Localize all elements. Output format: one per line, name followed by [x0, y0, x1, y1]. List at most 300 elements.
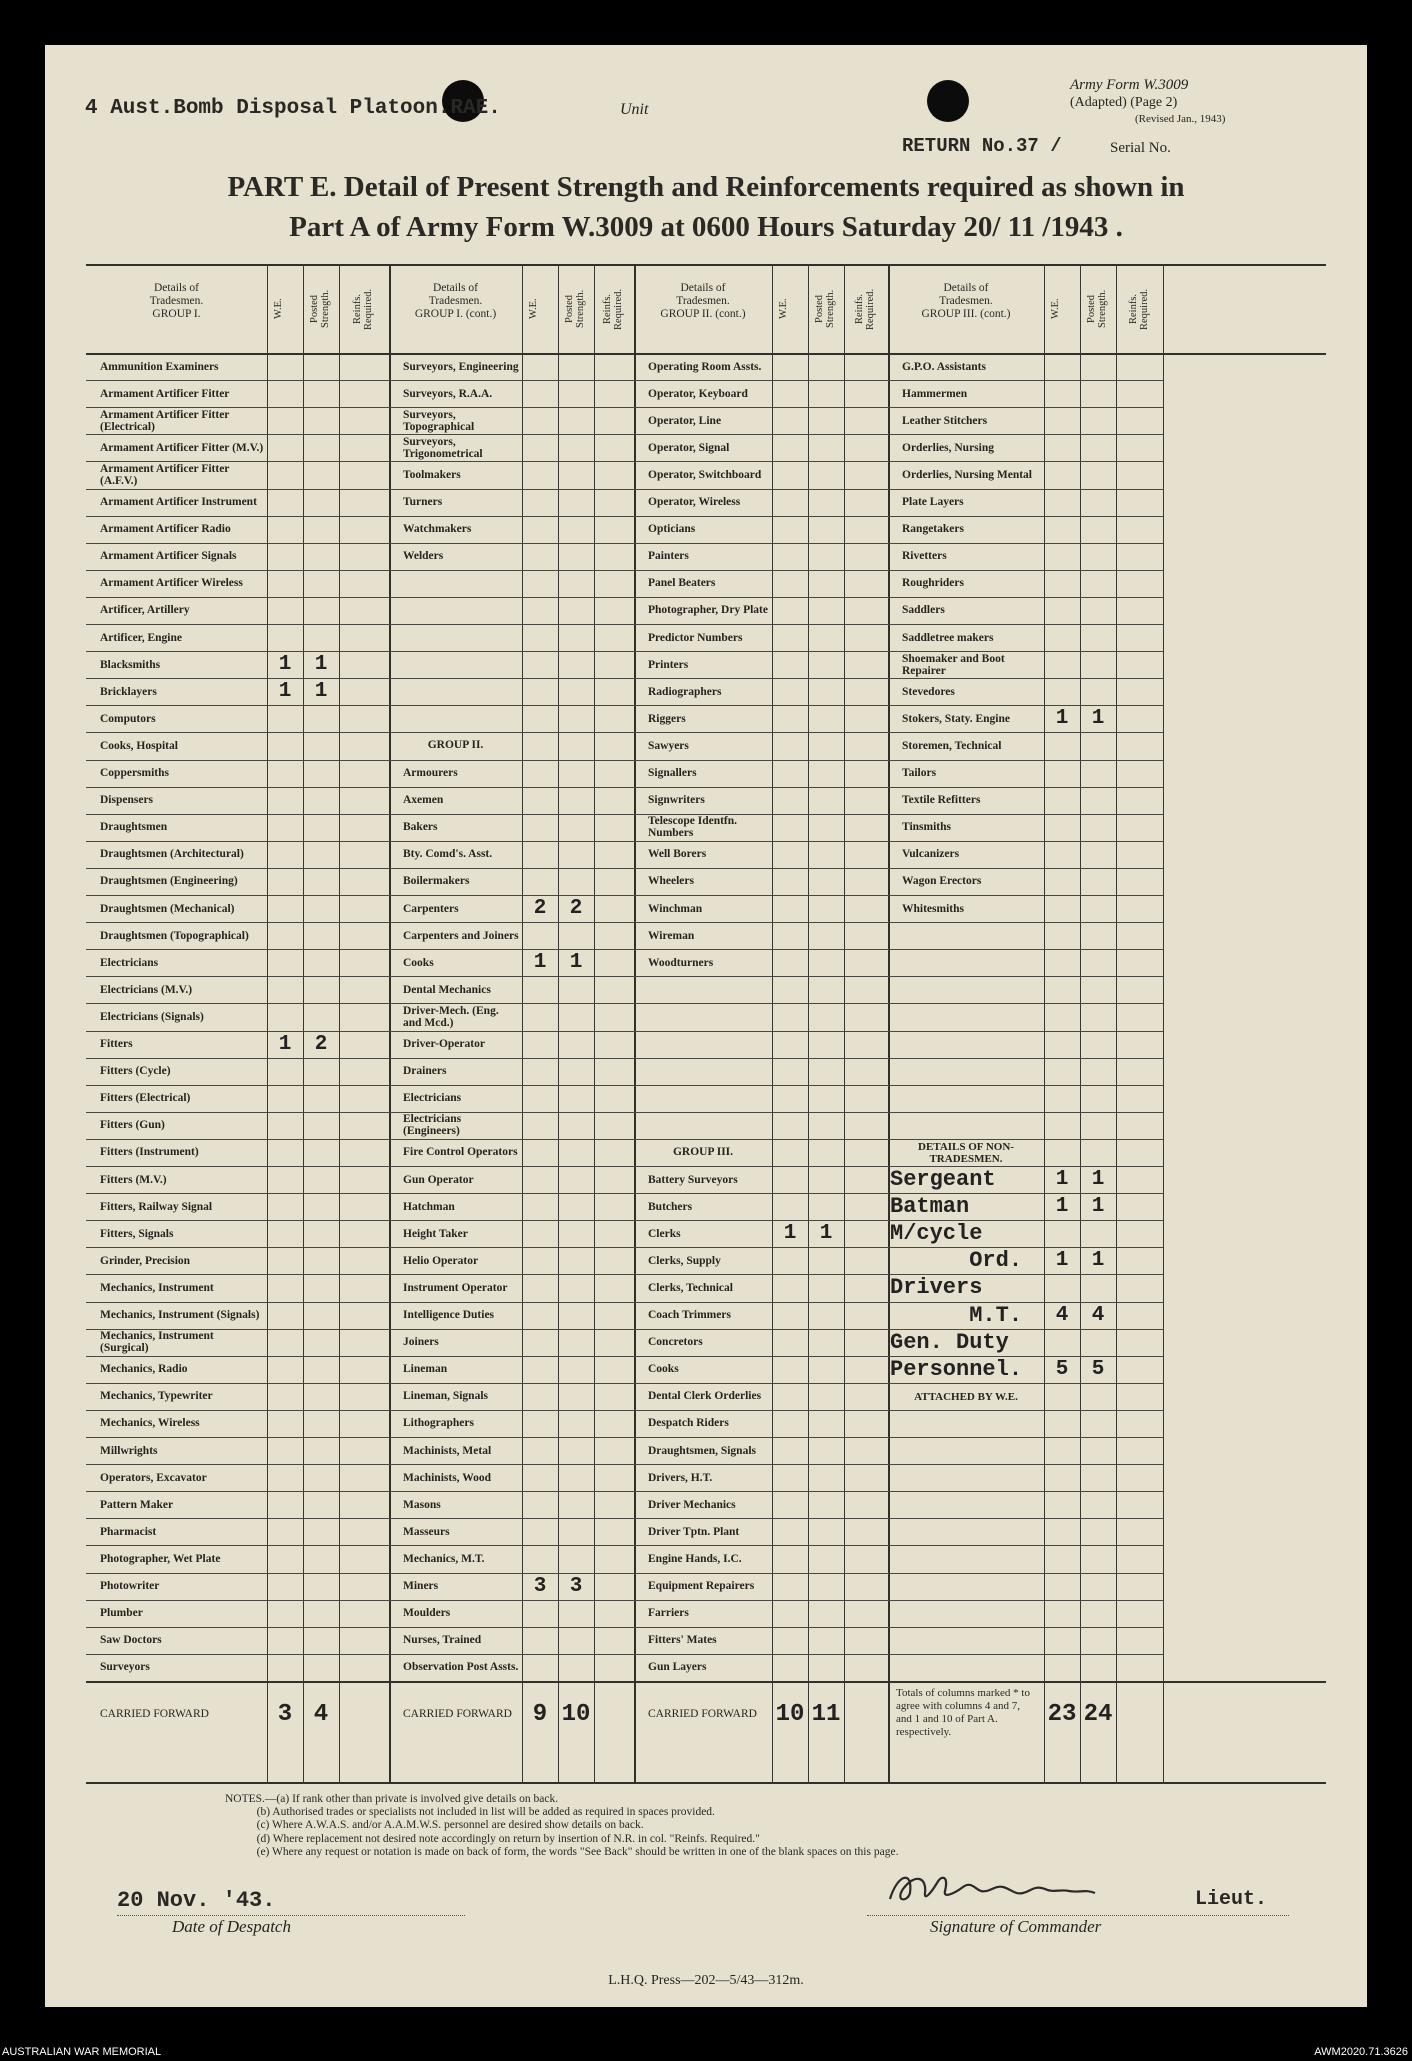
group-label: GROUP III. (cont.)	[921, 308, 1011, 320]
trade-name: Mechanics, Radio	[100, 1363, 188, 1376]
trade-name: Artificer, Artillery	[100, 604, 190, 617]
row-rule	[634, 976, 888, 977]
trade-name: Opticians	[648, 523, 696, 536]
col-header-reinfs: Reinfs. Required.	[352, 288, 374, 330]
trade-name: Wheelers	[648, 875, 694, 888]
col-header-we: W.E.	[778, 298, 789, 320]
we-value: 1	[278, 680, 292, 704]
trade-name: Dental Clerk Orderlies	[648, 1390, 762, 1403]
trade-name: Whitesmiths	[902, 902, 964, 915]
trade-name: Fitters, Signals	[100, 1227, 174, 1240]
trade-name: Armament Artificer Signals	[100, 550, 237, 563]
trade-name: Clerks	[648, 1227, 681, 1240]
trade-name: Signwriters	[648, 794, 705, 807]
column-rule	[1080, 264, 1081, 1784]
col-header-reinfs: Reinfs. Required.	[602, 288, 624, 330]
trade-name: Draughtsmen (Topographical)	[100, 929, 249, 942]
trade-name: Surveyors, R.A.A.	[403, 387, 493, 400]
row-rule	[389, 624, 634, 625]
trade-name: Toolmakers	[403, 468, 461, 481]
block-divider	[389, 264, 391, 1784]
non-tradesman-posted: 1	[1091, 1168, 1105, 1191]
trade-name: Welders	[403, 550, 444, 563]
posted-value: 1	[569, 951, 583, 975]
block-divider	[634, 264, 636, 1784]
col-header-posted: Posted Strength.	[814, 289, 836, 329]
non-tradesman-label: Sergeant	[890, 1167, 996, 1192]
page-title-line2: Part A of Army Form W.3009 at 0600 Hours Saturday 20/ 11 /1943 .	[289, 211, 1123, 243]
archive-reference: AWM2020.71.3626	[1314, 2046, 1408, 2058]
trade-name: Driver Mechanics	[648, 1498, 736, 1511]
row-rule	[888, 1518, 1163, 1519]
posted-value: 3	[569, 1574, 583, 1598]
row-rule	[888, 1410, 1163, 1411]
trade-name: Blacksmiths	[100, 658, 161, 671]
trade-name: Predictor Numbers	[648, 631, 743, 644]
carried-top-rule	[86, 1681, 1326, 1683]
non-tradesman-posted: 5	[1091, 1357, 1105, 1381]
trade-name: Despatch Riders	[648, 1417, 729, 1430]
punch-hole	[927, 80, 969, 122]
trade-name: Mechanics, Wireless	[100, 1417, 200, 1430]
trade-name: Electricians (M.V.)	[100, 983, 193, 996]
row-rule	[888, 1139, 1163, 1140]
trade-name: Gun Layers	[648, 1661, 707, 1674]
trade-name: Saw Doctors	[100, 1634, 162, 1647]
trade-name: Surveyors, Trigonometrical	[403, 435, 483, 460]
col-header-posted: Posted Strength.	[564, 289, 586, 329]
non-tradesman-we: 4	[1055, 1303, 1069, 1327]
trade-name: Clerks, Supply	[648, 1254, 721, 1267]
trade-name: Plumber	[100, 1607, 143, 1620]
trade-name: Observation Post Assts.	[403, 1661, 519, 1674]
row-rule	[888, 1600, 1163, 1601]
column-rule	[1116, 264, 1117, 1784]
trade-name: Lineman, Signals	[403, 1390, 488, 1403]
trade-name: Farriers	[648, 1607, 689, 1620]
col-header-we: W.E.	[528, 298, 539, 320]
trade-name: Telescope Identfn. Numbers	[648, 815, 738, 840]
trade-name: Photographer, Dry Plate	[648, 604, 768, 617]
column-rule	[339, 264, 340, 1784]
form-number: Army Form W.3009	[1070, 77, 1189, 93]
trade-name: Armament Artificer Wireless	[100, 577, 243, 590]
column-rule	[844, 264, 845, 1784]
trade-name: Lithographers	[403, 1417, 474, 1430]
carried-we: 3	[277, 1700, 293, 1728]
trade-name: Cooks	[403, 956, 434, 969]
trade-name: Operator, Line	[648, 414, 722, 427]
trade-name: Wireman	[648, 929, 695, 942]
trade-name: Electricians	[403, 1092, 462, 1105]
attached-by-we: ATTACHED BY W.E.	[914, 1390, 1018, 1403]
trade-name: Equipment Repairers	[648, 1580, 755, 1593]
trade-name: Hatchman	[403, 1200, 455, 1213]
trade-name: Turners	[403, 496, 443, 509]
column-header-tradesmen	[888, 282, 1044, 321]
trade-name: Nurses, Trained	[403, 1634, 482, 1647]
trade-name: Pattern Maker	[100, 1498, 174, 1511]
trade-name: Painters	[648, 550, 689, 563]
trade-name: Height Taker	[403, 1227, 468, 1240]
column-header-tradesmen	[634, 282, 772, 321]
we-value: 3	[533, 1574, 547, 1598]
trade-name: Orderlies, Nursing Mental	[902, 468, 1032, 481]
column-rule	[558, 264, 559, 1784]
row-rule	[888, 1545, 1163, 1546]
row-rule	[389, 732, 634, 733]
trade-name: Gun Operator	[403, 1173, 474, 1186]
trade-name: Wagon Erectors	[902, 875, 982, 888]
row-rule	[888, 1058, 1163, 1059]
column-header-tradesmen	[86, 282, 267, 321]
col-header-we: W.E.	[273, 298, 284, 320]
row-rule	[634, 1139, 888, 1140]
column-rule	[808, 264, 809, 1784]
page-title: PART E. Detail of Present Strength and Reinforcements required as shown in	[227, 171, 1185, 203]
trade-name: Storemen, Technical	[902, 739, 1002, 752]
column-rule	[594, 264, 595, 1784]
non-tradesman-we: 5	[1055, 1357, 1069, 1381]
non-tradesman-posted: 4	[1091, 1303, 1105, 1327]
trade-name: Rangetakers	[902, 523, 964, 536]
row-rule	[888, 1464, 1163, 1465]
trade-name: Boilermakers	[403, 875, 470, 888]
table-top-rule	[86, 264, 1326, 266]
row-rule	[389, 705, 634, 706]
trade-name: Woodturners	[648, 956, 714, 969]
trade-name: Fitters, Railway Signal	[100, 1200, 213, 1213]
trade-name: Draughtsmen (Architectural)	[100, 848, 244, 861]
trade-name: Sawyers	[648, 739, 689, 752]
we-value: 1	[1055, 707, 1069, 731]
posted-value: 1	[314, 680, 328, 704]
trade-name: Concretors	[648, 1336, 703, 1349]
trade-name: Operators, Excavator	[100, 1471, 207, 1484]
row-rule	[888, 1627, 1163, 1628]
trade-name: Riggers	[648, 712, 686, 725]
trade-name: Fire Control Operators	[403, 1146, 518, 1159]
carried-forward-label: CARRIED FORWARD	[648, 1707, 757, 1720]
non-tradesman-posted: 1	[1091, 1249, 1105, 1273]
column-rule	[303, 264, 304, 1784]
trade-name: Electricians (Signals)	[100, 1010, 204, 1023]
non-tradesman-label: M.T.	[890, 1302, 1023, 1328]
carried-posted: 4	[313, 1700, 329, 1728]
serial-label: Serial No.	[1110, 140, 1171, 156]
we-value: 1	[278, 653, 292, 677]
trade-name: Armament Artificer Fitter	[100, 387, 230, 400]
trade-name: Axemen	[403, 794, 444, 807]
notes-line: (d) Where replacement not desired note accordingly on return by insertion of N.R. in col. "Reinfs. Required."	[225, 1832, 760, 1845]
trade-name: Tailors	[902, 767, 937, 780]
row-rule	[888, 1383, 1163, 1384]
trade-name: Orderlies, Nursing	[902, 441, 994, 454]
col-header-posted: Posted Strength.	[309, 289, 331, 329]
details-of-tradesmen: Details of Tradesmen.	[939, 282, 993, 307]
trade-name: Grinder, Precision	[100, 1254, 191, 1267]
posted-value: 1	[819, 1222, 833, 1246]
row-rule	[634, 1112, 888, 1113]
trade-name: Engine Hands, I.C.	[648, 1552, 742, 1565]
trade-name: Driver-Mech. (Eng. and Mcd.)	[403, 1004, 499, 1029]
column-rule	[772, 264, 773, 1784]
total-we: 23	[1047, 1700, 1077, 1728]
trade-name: Butchers	[648, 1200, 693, 1213]
trade-name: Coppersmiths	[100, 767, 170, 780]
trade-name: Tinsmiths	[902, 821, 952, 834]
trade-name: Well Borers	[648, 848, 707, 861]
row-rule	[634, 1058, 888, 1059]
non-tradesmen-header: DETAILS OF NON-TRADESMEN.	[918, 1140, 1014, 1165]
col-header-reinfs: Reinfs. Required.	[854, 288, 876, 330]
posted-value: 1	[314, 653, 328, 677]
posted-value: 2	[314, 1032, 328, 1056]
we-value: 2	[533, 897, 547, 920]
trade-name: Battery Surveyors	[648, 1173, 738, 1186]
trade-name: Textile Refitters	[902, 794, 981, 807]
despatch-date: 20 Nov. '43.	[117, 1888, 276, 1913]
trade-name: Miners	[403, 1580, 439, 1593]
notes-line: NOTES.—(a) If rank other than private is involved give details on back.	[225, 1793, 559, 1805]
trade-name: Bakers	[403, 821, 438, 834]
unit-name: 4 Aust.Bomb Disposal Platoon.RAE.	[85, 97, 501, 120]
trade-name: Armament Artificer Fitter (M.V.)	[100, 441, 264, 454]
details-of-tradesmen: Details of Tradesmen.	[428, 282, 483, 307]
row-rule	[634, 1003, 888, 1004]
trade-name: Bricklayers	[100, 685, 157, 698]
trade-name: Dispensers	[100, 794, 154, 807]
signature-rule	[867, 1915, 1289, 1916]
archive-credit: AUSTRALIAN WAR MEMORIAL	[2, 2046, 162, 2058]
carried-forward-label: CARRIED FORWARD	[100, 1707, 209, 1720]
row-rule	[389, 570, 634, 571]
we-value: 1	[278, 1032, 292, 1056]
trade-name: Pharmacist	[100, 1525, 157, 1538]
trade-name: Drivers, H.T.	[648, 1471, 713, 1484]
details-of-tradesmen: Details of Tradesmen.	[676, 282, 730, 307]
trade-name: Joiners	[403, 1336, 439, 1349]
block-divider	[888, 264, 890, 1784]
row-rule	[389, 597, 634, 598]
trade-name: Photographer, Wet Plate	[100, 1552, 221, 1565]
posted-value: 2	[569, 897, 583, 920]
trade-name: Machinists, Wood	[403, 1471, 491, 1484]
trade-name: Mechanics, Instrument (Signals)	[100, 1309, 260, 1322]
row-rule	[888, 1437, 1163, 1438]
row-rule	[389, 678, 634, 679]
trade-name: Drainers	[403, 1065, 447, 1078]
trade-name: Mechanics, Instrument	[100, 1281, 214, 1294]
trade-name: Photowriter	[100, 1580, 160, 1593]
notes-line: (c) Where A.W.A.S. and/or A.A.M.W.S. personnel are desired show details on back.	[225, 1819, 644, 1832]
carried-posted: 11	[811, 1700, 841, 1728]
carried-we: 9	[532, 1700, 548, 1728]
trade-name: Vulcanizers	[902, 848, 960, 861]
we-value: 1	[533, 951, 547, 975]
trade-name: Draughtsmen, Signals	[648, 1444, 756, 1457]
signature-label: Signature of Commander	[930, 1917, 1102, 1936]
trade-name: Armament Artificer Fitter (Electrical)	[100, 408, 230, 433]
trade-name: G.P.O. Assistants	[902, 360, 986, 373]
trade-name: Operator, Switchboard	[648, 468, 762, 481]
posted-value: 1	[1091, 707, 1105, 731]
trade-name: Electricians	[100, 956, 159, 969]
trade-name: Armament Artificer Radio	[100, 523, 231, 536]
col-header-reinfs: Reinfs. Required.	[1127, 288, 1150, 330]
table-bottom-rule	[86, 1782, 1326, 1784]
trade-name: Millwrights	[100, 1444, 158, 1457]
trade-name: Watchmakers	[403, 523, 472, 536]
trade-name: Machinists, Metal	[403, 1444, 492, 1457]
trade-name: Armourers	[403, 767, 458, 780]
trade-name: Driver Tptn. Plant	[648, 1525, 740, 1538]
trade-name: Rivetters	[902, 550, 947, 563]
trade-name: Saddlers	[902, 604, 945, 617]
trade-name: Carpenters and Joiners	[403, 929, 519, 942]
non-tradesman-label: Personnel.	[890, 1356, 1023, 1382]
group-label: GROUP I. (cont.)	[414, 308, 497, 320]
printer-imprint: L.H.Q. Press—202—5/43—312m.	[608, 1973, 804, 1988]
row-rule	[888, 1654, 1163, 1655]
trade-name: Cooks	[648, 1363, 679, 1376]
trade-name: Operator, Wireless	[648, 496, 741, 509]
carried-we: 10	[775, 1700, 805, 1728]
trade-name: Signallers	[648, 767, 697, 780]
column-rule	[267, 264, 268, 1784]
non-tradesman-label: Batman	[890, 1194, 970, 1220]
trade-name: Dental Mechanics	[403, 983, 491, 996]
group-label: GROUP II. (cont.)	[660, 308, 746, 320]
commander-signature	[875, 1863, 1235, 1913]
trade-name: Fitters	[100, 1038, 133, 1051]
trade-name: Stokers, Staty. Engine	[902, 712, 1010, 725]
trade-name: Fitters (M.V.)	[100, 1173, 167, 1186]
trade-name: Leather Stitchers	[902, 414, 988, 427]
trade-name: Intelligence Duties	[403, 1309, 495, 1322]
trade-name: Surveyors	[100, 1661, 150, 1674]
column-header-tradesmen	[389, 282, 522, 321]
trade-name: Ammunition Examiners	[100, 360, 219, 373]
return-number: RETURN No.37 /	[902, 135, 1062, 157]
strength-table	[86, 264, 1326, 1784]
trade-name: Printers	[648, 658, 689, 671]
trade-name: Fitters' Mates	[648, 1634, 717, 1647]
row-rule	[634, 1031, 888, 1032]
form-adapted: (Adapted) (Page 2)	[1070, 95, 1178, 110]
row-rule	[888, 1573, 1163, 1574]
trade-name: Cooks, Hospital	[100, 739, 178, 752]
notes-line: (e) Where any request or notation is made on back of form, the words "See Back" should be written in one of the blank spaces on this page.	[225, 1845, 899, 1858]
trade-name: Coach Trimmers	[648, 1309, 731, 1322]
form-revised: (Revised Jan., 1943)	[1135, 113, 1226, 125]
trade-name: Mechanics, Typewriter	[100, 1390, 213, 1403]
trade-name: Artificer, Engine	[100, 631, 182, 644]
trade-name: Lineman	[403, 1363, 448, 1376]
trade-name: Draughtsmen	[100, 821, 168, 834]
non-tradesman-we: 1	[1055, 1168, 1069, 1191]
trade-name: Masseurs	[403, 1525, 450, 1538]
trade-name: Saddletree makers	[902, 631, 994, 644]
trade-name: Clerks, Technical	[648, 1281, 733, 1294]
trade-name: Fitters (Instrument)	[100, 1146, 199, 1159]
trade-name: Instrument Operator	[403, 1281, 508, 1294]
trade-name: Moulders	[403, 1607, 451, 1620]
trade-name: Surveyors, Topographical	[403, 408, 475, 433]
row-rule	[888, 1085, 1163, 1086]
trade-name: Computors	[100, 712, 156, 725]
trade-name: Radiographers	[648, 685, 722, 698]
row-rule	[888, 976, 1163, 977]
trade-name: Bty. Comd's. Asst.	[403, 848, 493, 861]
trade-name: Mechanics, M.T.	[403, 1552, 485, 1565]
trade-name: Helio Operator	[403, 1254, 479, 1267]
form-page	[45, 45, 1367, 2007]
trade-name: Carpenters	[403, 902, 459, 915]
row-rule	[888, 1003, 1163, 1004]
trade-name: Fitters (Cycle)	[100, 1065, 171, 1078]
group-heading: GROUP III.	[672, 1145, 734, 1158]
trade-name: Roughriders	[902, 577, 964, 590]
trade-name: Armament Artificer Instrument	[100, 496, 257, 509]
trade-name: Masons	[403, 1498, 441, 1511]
trade-name: Operator, Keyboard	[648, 387, 748, 400]
row-rule	[634, 1085, 888, 1086]
trade-name: Draughtsmen (Engineering)	[100, 875, 238, 888]
non-tradesman-label: M/cycle	[890, 1221, 983, 1247]
trade-name: Stevedores	[902, 685, 955, 698]
non-tradesman-label: Ord.	[890, 1248, 1023, 1274]
row-rule	[888, 1491, 1163, 1492]
trade-name: Fitters (Electrical)	[100, 1092, 191, 1105]
trade-name: Operating Room Assts.	[648, 360, 762, 373]
date-rule	[117, 1915, 465, 1916]
trade-name: Surveyors, Engineering	[403, 360, 519, 373]
details-of-tradesmen: Details of Tradesmen.	[149, 282, 204, 307]
trade-name: Shoemaker and Boot Repairer	[902, 652, 1005, 677]
unit-label: Unit	[620, 101, 649, 118]
non-tradesman-label: Drivers	[890, 1275, 983, 1301]
trade-name: Mechanics, Instrument (Surgical)	[100, 1330, 214, 1355]
carried-posted: 10	[561, 1700, 591, 1728]
row-rule	[888, 1031, 1163, 1032]
group-heading: GROUP II.	[427, 739, 484, 752]
date-label: Date of Despatch	[172, 1917, 291, 1936]
non-tradesman-label: Gen. Duty	[890, 1329, 1009, 1355]
row-rule	[389, 651, 634, 652]
group-label: GROUP I.	[152, 308, 201, 320]
trade-name: Operator, Signal	[648, 441, 730, 454]
non-tradesman-we: 1	[1055, 1195, 1069, 1219]
column-rule	[1044, 264, 1045, 1784]
commander-rank: Lieut.	[1195, 1888, 1268, 1911]
col-header-posted: Posted Strength.	[1086, 289, 1108, 329]
trade-name: Draughtsmen (Mechanical)	[100, 902, 235, 915]
row-rule	[888, 949, 1163, 950]
notes-block	[225, 1793, 898, 1859]
totals-note: Totals of columns marked * to agree with columns 4 and 7, and 1 and 10 of Part A. respectively.	[896, 1686, 1030, 1738]
trade-name: Armament Artificer Fitter (A.F.V.)	[100, 462, 230, 487]
col-header-we: W.E.	[1050, 298, 1061, 320]
notes-line: (b) Authorised trades or specialists not included in list will be added as required in spaces provided.	[225, 1806, 715, 1819]
row-rule	[888, 1112, 1163, 1113]
column-rule	[522, 264, 523, 1784]
we-value: 1	[783, 1222, 797, 1246]
column-rule	[1163, 264, 1164, 1784]
trade-name: Driver-Operator	[403, 1038, 485, 1051]
trade-name: Winchman	[648, 902, 703, 915]
trade-name: Panel Beaters	[648, 577, 716, 590]
